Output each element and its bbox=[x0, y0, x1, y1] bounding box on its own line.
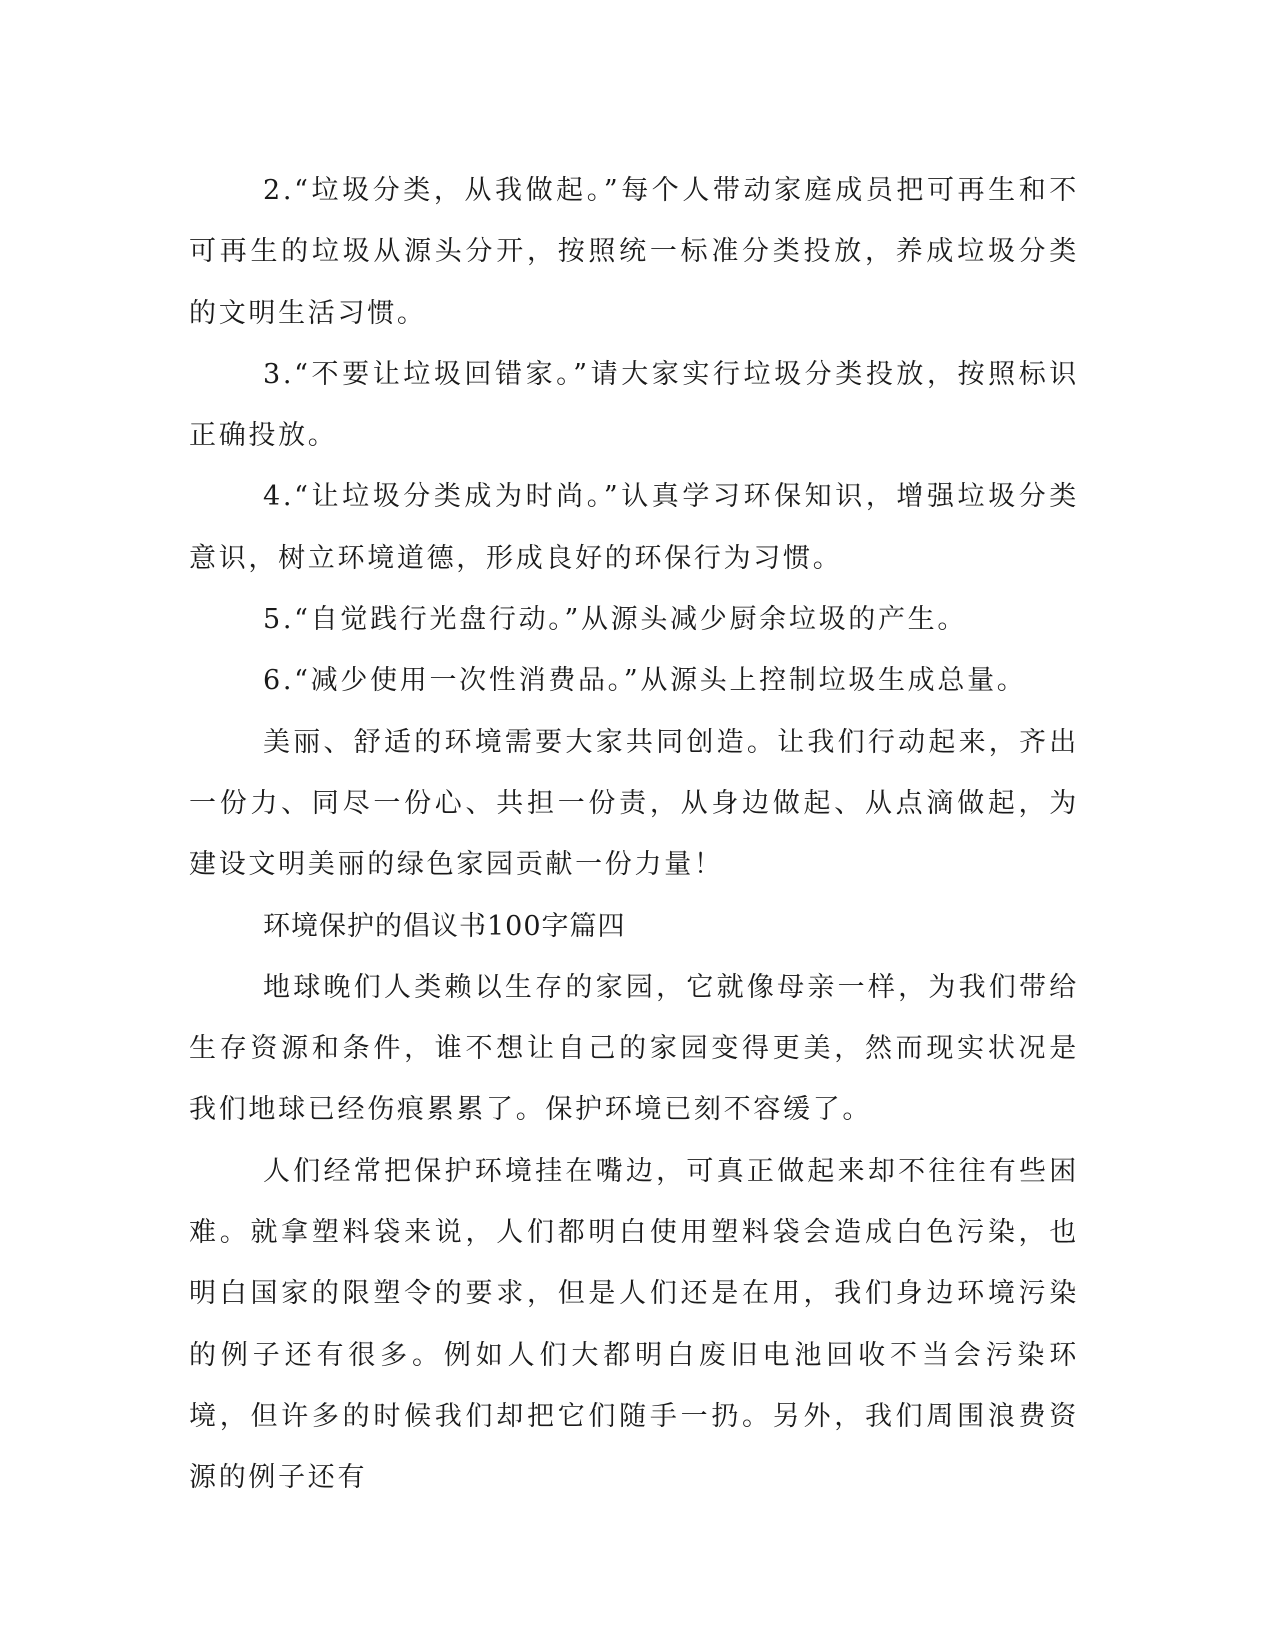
paragraph-item-2: 2.“垃圾分类，从我做起。”每个人带动家庭成员把可再生和不可再生的垃圾从源头分开，按照统一标准分类投放，养成垃圾分类的文明生活习惯。 bbox=[189, 175, 1079, 329]
paragraph-item-6: 6.“减少使用一次性消费品。”从源头上控制垃圾生成总量。 bbox=[263, 665, 1027, 697]
paragraph-item-4: 4.“让垃圾分类成为时尚。”认真学习环保知识，增强垃圾分类意识，树立环境道德，形成良好的环保行为习惯。 bbox=[189, 481, 1079, 574]
document-body bbox=[189, 160, 1079, 1509]
section-paragraph-1: 地球晚们人类赖以生存的家园，它就像母亲一样，为我们带给生存资源和条件，谁不想让自己的家园变得更美，然而现实状况是我们地球已经伤痕累累了。保护环境已刻不容缓了。 bbox=[189, 971, 1079, 1126]
paragraph-item-3: 3.“不要让垃圾回错家。”请大家实行垃圾分类投放，按照标识正确投放。 bbox=[189, 358, 1079, 452]
section-paragraph-2: 人们经常把保护环境挂在嘴边，可真正做起来却不往往有些困难。就拿塑料袋来说，人们都明白使用塑料袋会造成白色污染，也明白国家的限塑令的要求，但是人们还是在用，我们身边环境污染的例子还有很多。例如人们大都明白废旧电池回收不当会污染环境，但许多的时候我们却把它们随手一扔。另外，我们周围浪费资源的例子还有 bbox=[189, 1155, 1079, 1494]
closing-paragraph: 美丽、舒适的环境需要大家共同创造。让我们行动起来，齐出一份力、同尽一份心、共担一份责，从身边做起、从点滴做起，为建设文明美丽的绿色家园贡献一份力量！ bbox=[189, 726, 1079, 881]
paragraph-item-5: 5.“自觉践行光盘行动。”从源头减少厨余垃圾的产生。 bbox=[263, 604, 968, 636]
section-heading: 环境保护的倡议书100字篇四 bbox=[263, 910, 626, 942]
